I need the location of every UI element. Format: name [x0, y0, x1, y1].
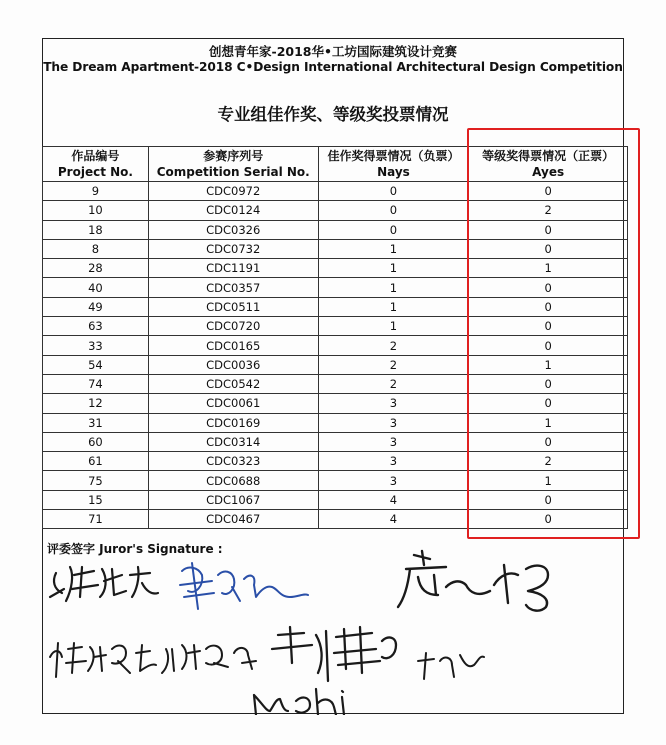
- ayes-cell: 1: [469, 413, 628, 432]
- project-no-cell: 12: [43, 394, 149, 413]
- nays-cell: 2: [318, 355, 469, 374]
- project-no-cell: 63: [43, 317, 149, 336]
- serial-no-cell: CDC0061: [148, 394, 318, 413]
- ayes-cell: 1: [469, 355, 628, 374]
- column-header-en: Competition Serial No.: [156, 165, 310, 179]
- nays-cell: 1: [318, 259, 469, 278]
- nays-cell: 3: [318, 452, 469, 471]
- column-header-cn: 等级奖得票情况（正票）: [482, 149, 615, 163]
- ayes-cell: 0: [469, 432, 628, 451]
- nays-cell: 2: [318, 374, 469, 393]
- column-header-serial-no: [148, 147, 318, 182]
- serial-no-cell: CDC1067: [148, 490, 318, 509]
- ayes-cell: 0: [469, 239, 628, 258]
- serial-no-cell: CDC0314: [148, 432, 318, 451]
- column-header-cn: 佳作奖得票情况（负票）: [327, 149, 460, 163]
- juror-signatures: [42, 545, 624, 715]
- column-header-en: Ayes: [532, 165, 565, 179]
- nays-cell: 1: [318, 297, 469, 316]
- signature-label: 评委签字 Juror's Signature :: [47, 542, 223, 556]
- signature-7: [418, 653, 484, 679]
- ayes-cell: 2: [469, 201, 628, 220]
- project-no-cell: 40: [43, 278, 149, 297]
- nays-cell: 2: [318, 336, 469, 355]
- ayes-cell: 0: [469, 317, 628, 336]
- serial-no-cell: CDC1191: [148, 259, 318, 278]
- nays-cell: 3: [318, 471, 469, 490]
- serial-no-cell: CDC0124: [148, 201, 318, 220]
- signature-2: [180, 563, 308, 609]
- nays-cell: 4: [318, 510, 469, 529]
- competition-title-en: The Dream Apartment-2018 C•Design International Architectural Design Competition: [43, 60, 623, 74]
- column-header-en: Project No.: [57, 165, 133, 179]
- project-no-cell: 10: [43, 201, 149, 220]
- ayes-cell: 0: [469, 394, 628, 413]
- nays-cell: 3: [318, 432, 469, 451]
- project-no-cell: 71: [43, 510, 149, 529]
- project-no-cell: 33: [43, 336, 149, 355]
- serial-no-cell: CDC0720: [148, 317, 318, 336]
- ayes-cell: 0: [469, 278, 628, 297]
- ayes-cell: 1: [469, 259, 628, 278]
- project-no-cell: 9: [43, 182, 149, 201]
- project-no-cell: 28: [43, 259, 149, 278]
- serial-no-cell: CDC0972: [148, 182, 318, 201]
- section-title: 专业组佳作奖、等级奖投票情况: [217, 105, 449, 124]
- ayes-cell: 0: [469, 510, 628, 529]
- nays-cell: 1: [318, 278, 469, 297]
- signature-8: [254, 689, 344, 715]
- serial-no-cell: CDC0036: [148, 355, 318, 374]
- signature-6: [272, 627, 396, 681]
- ayes-cell: 0: [469, 374, 628, 393]
- serial-no-cell: CDC0326: [148, 220, 318, 239]
- serial-no-cell: CDC0323: [148, 452, 318, 471]
- column-header-project-no: [43, 147, 149, 182]
- serial-no-cell: CDC0688: [148, 471, 318, 490]
- column-header-nays: [318, 147, 469, 182]
- ayes-cell: 2: [469, 452, 628, 471]
- project-no-cell: 54: [43, 355, 149, 374]
- serial-no-cell: CDC0732: [148, 239, 318, 258]
- column-header-cn: 参赛序列号: [203, 149, 264, 163]
- project-no-cell: 49: [43, 297, 149, 316]
- ayes-cell: 1: [469, 471, 628, 490]
- nays-cell: 3: [318, 394, 469, 413]
- nays-cell: 0: [318, 182, 469, 201]
- ayes-cell: 0: [469, 490, 628, 509]
- competition-title-cn: 创想青年家-2018华•工坊国际建筑设计竞赛: [209, 44, 457, 59]
- signature-3: [398, 551, 548, 611]
- signature-5: [162, 645, 256, 673]
- project-no-cell: 15: [43, 490, 149, 509]
- project-no-cell: 61: [43, 452, 149, 471]
- column-header-cn: 作品编号: [71, 149, 120, 163]
- project-no-cell: 74: [43, 374, 149, 393]
- column-header-en: Nays: [377, 165, 410, 179]
- serial-no-cell: CDC0165: [148, 336, 318, 355]
- ayes-cell: 0: [469, 220, 628, 239]
- ayes-cell: 0: [469, 336, 628, 355]
- project-no-cell: 8: [43, 239, 149, 258]
- serial-no-cell: CDC0357: [148, 278, 318, 297]
- serial-no-cell: CDC0542: [148, 374, 318, 393]
- nays-cell: 4: [318, 490, 469, 509]
- project-no-cell: 75: [43, 471, 149, 490]
- serial-no-cell: CDC0467: [148, 510, 318, 529]
- nays-cell: 1: [318, 239, 469, 258]
- project-no-cell: 60: [43, 432, 149, 451]
- signature-1: [50, 567, 158, 601]
- nays-cell: 1: [318, 317, 469, 336]
- ayes-cell: 0: [469, 182, 628, 201]
- nays-cell: 0: [318, 220, 469, 239]
- serial-no-cell: CDC0511: [148, 297, 318, 316]
- project-no-cell: 18: [43, 220, 149, 239]
- nays-cell: 3: [318, 413, 469, 432]
- project-no-cell: 31: [43, 413, 149, 432]
- nays-cell: 0: [318, 201, 469, 220]
- ayes-cell: 0: [469, 297, 628, 316]
- ayes-highlight-box: [467, 128, 640, 539]
- signature-4: [50, 643, 156, 677]
- serial-no-cell: CDC0169: [148, 413, 318, 432]
